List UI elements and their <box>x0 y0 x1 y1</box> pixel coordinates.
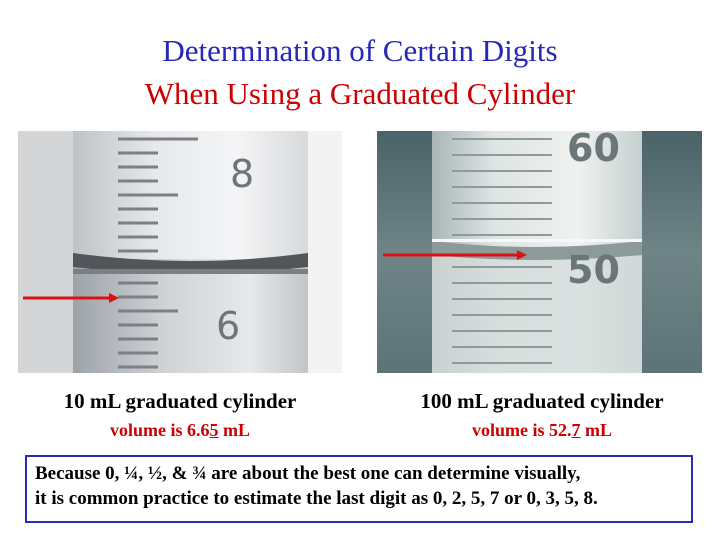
volume-10ml-prefix: volume is 6.6 <box>109 420 210 440</box>
scale-label-6: 6 <box>216 304 241 348</box>
scale-label-60: 60 <box>567 131 620 170</box>
volume-100ml <box>377 420 707 441</box>
volume-100ml-estimated-digit: 7 <box>571 420 581 440</box>
volume-10ml-estimated-digit: 5 <box>209 420 219 440</box>
photo-100ml-cylinder <box>377 131 702 373</box>
caption-100ml <box>377 389 707 414</box>
photo-10ml-cylinder <box>18 131 342 373</box>
caption-10ml <box>18 389 342 414</box>
scale-label-8: 8 <box>230 152 255 196</box>
title-line-1: Determination of Certain Digits <box>162 33 558 68</box>
scale-label-50: 50 <box>567 248 620 292</box>
estimation-note-box <box>25 455 693 523</box>
volume-10ml-unit: mL <box>218 420 250 440</box>
title-line-2: When Using a Graduated Cylinder <box>144 76 576 111</box>
caption-100ml-text: 100 mL graduated cylinder <box>420 389 664 413</box>
note-line-2: it is common practice to estimate the last digit as 0, 2, 5, 7 or 0, 3, 5, 8. <box>35 488 598 509</box>
volume-100ml-prefix: volume is 52. <box>471 420 572 440</box>
volume-100ml-unit: mL <box>580 420 612 440</box>
note-line-1: Because 0, ¼, ½, & ¾ are about the best one can determine visually, <box>35 463 581 484</box>
volume-10ml <box>18 420 342 441</box>
caption-10ml-text: 10 mL graduated cylinder <box>63 389 297 413</box>
